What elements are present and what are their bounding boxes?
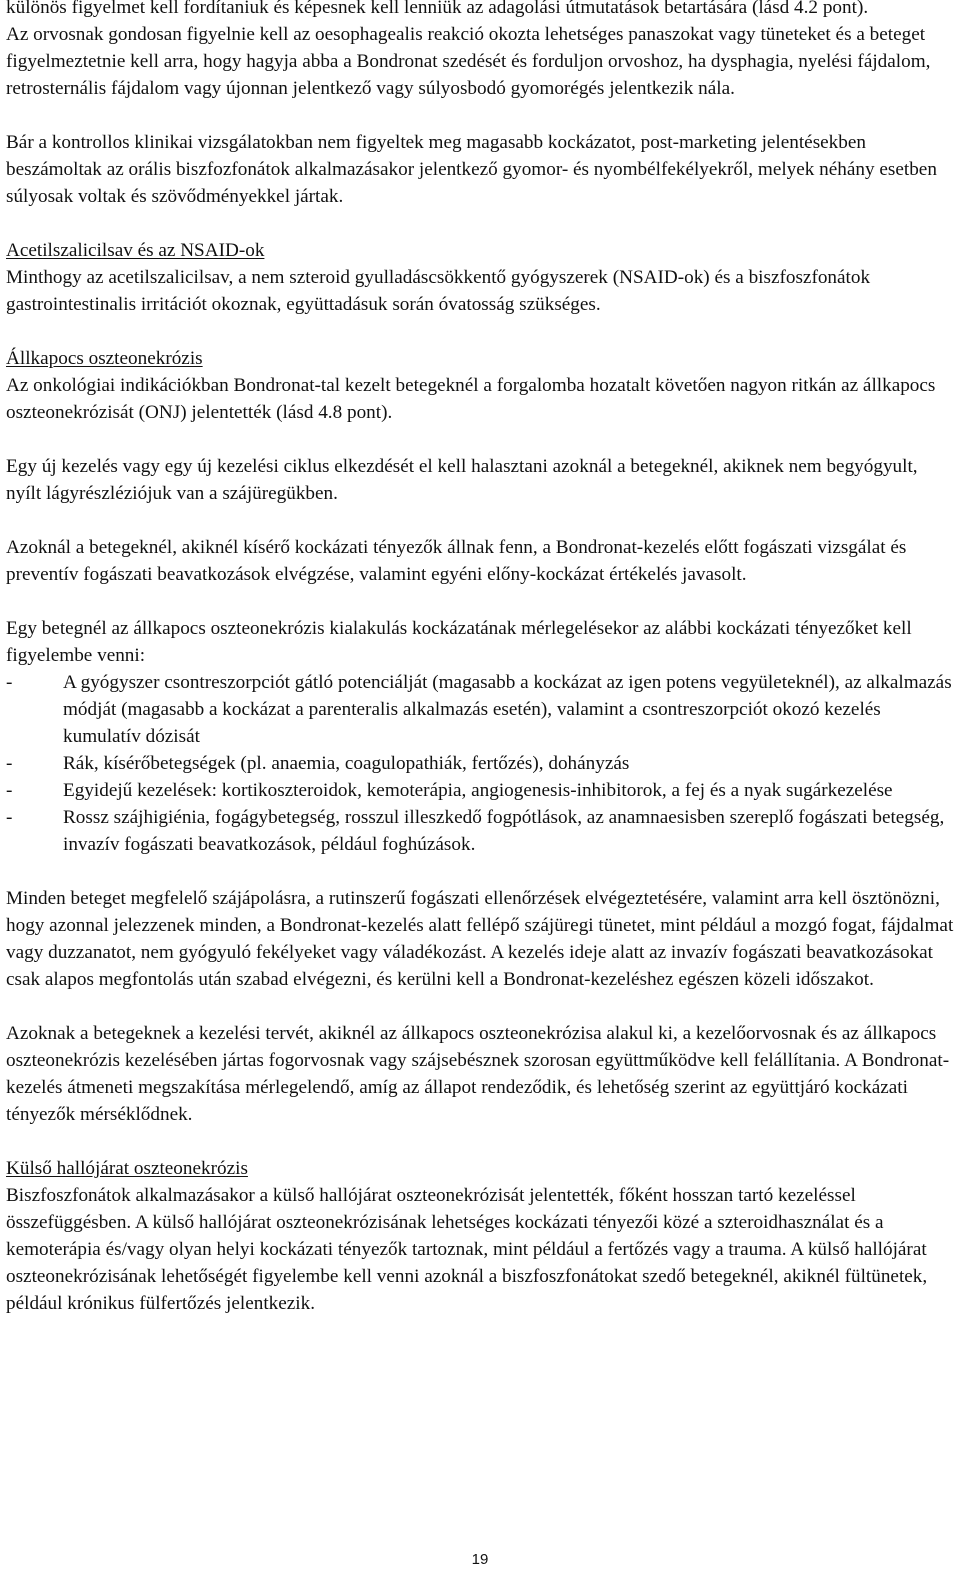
section-heading-onj: Állkapocs oszteonekrózis <box>6 348 203 369</box>
risk-factor-list <box>6 669 956 858</box>
paragraph-treatment-plan: Azoknak a betegeknek a kezelési tervét, akiknél az állkapocs oszteonekrózisa alakul ki, a kezelőorvosnak és az állkapocs oszteonekrózis kezelésében jártas fogorvosnak vagy szájsebésznek szorosan együttműködve kell felállítania. A Bondronat-kezelés átmeneti megszakítása mérlegelendő, amíg az állapot rendeződik, és lehetőség szerint az együttjáró kockázati tényezők mérséklődnek. <box>6 1023 950 1125</box>
paragraph-ear: Biszfoszfonátok alkalmazásakor a külső hallójárat oszteonekrózisát jelentették, főként hosszan tartó kezeléssel összefüggésben. A külső hallójárat oszteonekrózisának lehetséges kockázati tényezői közé a szteroidhasználat és a kemoterápia és/vagy olyan helyi kockázati tényezők tartoznak, mint például a fertőzés vagy a trauma. A külső hallójárat oszteonekrózisának lehetőségét figyelembe kell venni azoknál a biszfoszfonátokat szedő betegeknél, akiknél fültünetek, például krónikus fülfertőzés jelentkezik. <box>6 1185 928 1314</box>
bullet-marker: - <box>6 807 13 828</box>
bullet-marker: - <box>6 753 13 774</box>
bullet-marker: - <box>6 672 13 693</box>
page-number: 19 <box>471 1551 489 1568</box>
paragraph-oral-hygiene: Minden beteget megfelelő szájápolásra, a rutinszerű fogászati ellenőrzések elvégeztetésére, valamint arra kell ösztönözni, hogy azonnal jelezzenek minden, a Bondronat-kezelés alatt fellépő szájüregi tünetet, mint például a mozgó fogat, fájdalmat vagy duzzanatot, nem gyógyuló fekélyeket vagy váladékozást. A kezelés ideje alatt az invazív fogászati beavatkozásokat csak alapos megfontolás után szabad elvégezni, és kerülni kell a Bondronat-kezeléshez egészen közeli időszakot. <box>6 888 954 990</box>
list-item <box>6 777 956 804</box>
list-item-text: A gyógyszer csontreszorpciót gátló potenciálját (magasabb a kockázat az igen potens vegyületeknél), az alkalmazás módját (magasabb a kockázat a parenteralis alkalmazás esetén), valamint a csontreszorpciót okozó kezelés kumulatív dózisát <box>63 672 952 747</box>
paragraph-onj-risk-factors: Egy betegnél az állkapocs oszteonekrózis kialakulás kockázatának mérlegelésekor az alábbi kockázati tényezőket kell figyelembe venni: <box>6 618 912 666</box>
paragraph-onj-postpone: Egy új kezelés vagy egy új kezelési ciklus elkezdését el kell halasztani azoknál a betegeknél, akiknek nem begyógyult, nyílt lágyrészléziójuk van a szájüregükben. <box>6 456 918 504</box>
section-heading-nsaid: Acetilszalicilsav és az NSAID-ok <box>6 240 265 261</box>
paragraph-onj-dental-exam: Azoknál a betegeknél, akiknél kísérő kockázati tényezők állnak fenn, a Bondronat-kezelés előtt fogászati vizsgálat és preventív fogászati beavatkozások elvégzése, valamint egyéni előny-kockázat értékelés javasolt. <box>6 537 907 585</box>
list-item <box>6 750 956 777</box>
bullet-marker: - <box>6 780 13 801</box>
document-page <box>6 0 956 1317</box>
paragraph-continued: különös figyelmet kell fordítaniuk és képesnek kell lenniük az adagolási útmutatások betartására (lásd 4.2 pont). <box>6 0 869 18</box>
list-item-text: Rossz szájhigiénia, fogágybetegség, rosszul illeszkedő fogpótlások, az anamnaesisben szereplő fogászati betegség, invazív fogászati beavatkozások, például foghúzások. <box>63 807 945 855</box>
list-item <box>6 804 956 858</box>
paragraph-onj-intro: Az onkológiai indikációkban Bondronat-tal kezelt betegeknél a forgalomba hozatalt követően nagyon ritkán az állkapocs oszteonekrózisát (ONJ) jelentették (lásd 4.8 pont). <box>6 375 936 423</box>
list-item-text: Egyidejű kezelések: kortikoszteroidok, kemoterápia, angiogenesis-inhibitorok, a fej és a nyak sugárkezelése <box>63 780 893 801</box>
list-item <box>6 669 956 750</box>
paragraph-nsaid: Minthogy az acetilszalicilsav, a nem szteroid gyulladáscsökkentő gyógyszerek (NSAID-ok) és a biszfoszfonátok gastrointestinalis irritációt okoznak, együttadásuk során óvatosság szükséges. <box>6 267 871 315</box>
paragraph-oesophageal: Az orvosnak gondosan figyelnie kell az oesophagealis reakció okozta lehetséges panaszokat vagy tüneteket és a beteget figyelmeztetnie kell arra, hogy hagyja abba a Bondronat szedését és forduljon orvoshoz, ha dysphagia, nyelési fájdalom, retrosternális fájdalom vagy újonnan jelentkező vagy súlyosbodó gyomorégés jelentkezik nála. <box>6 24 931 99</box>
list-item-text: Rák, kísérőbetegségek (pl. anaemia, coagulopathiák, fertőzés), dohányzás <box>63 753 630 774</box>
section-heading-ear: Külső hallójárat oszteonekrózis <box>6 1158 248 1179</box>
paragraph-ulcers: Bár a kontrollos klinikai vizsgálatokban nem figyeltek meg magasabb kockázatot, post-marketing jelentésekben beszámoltak az orális biszfozfonátok alkalmazásakor jelentkező gyomor- és nyombélfekélyekről, melyek néhány esetben súlyosak voltak és szövődményekkel jártak. <box>6 132 937 207</box>
